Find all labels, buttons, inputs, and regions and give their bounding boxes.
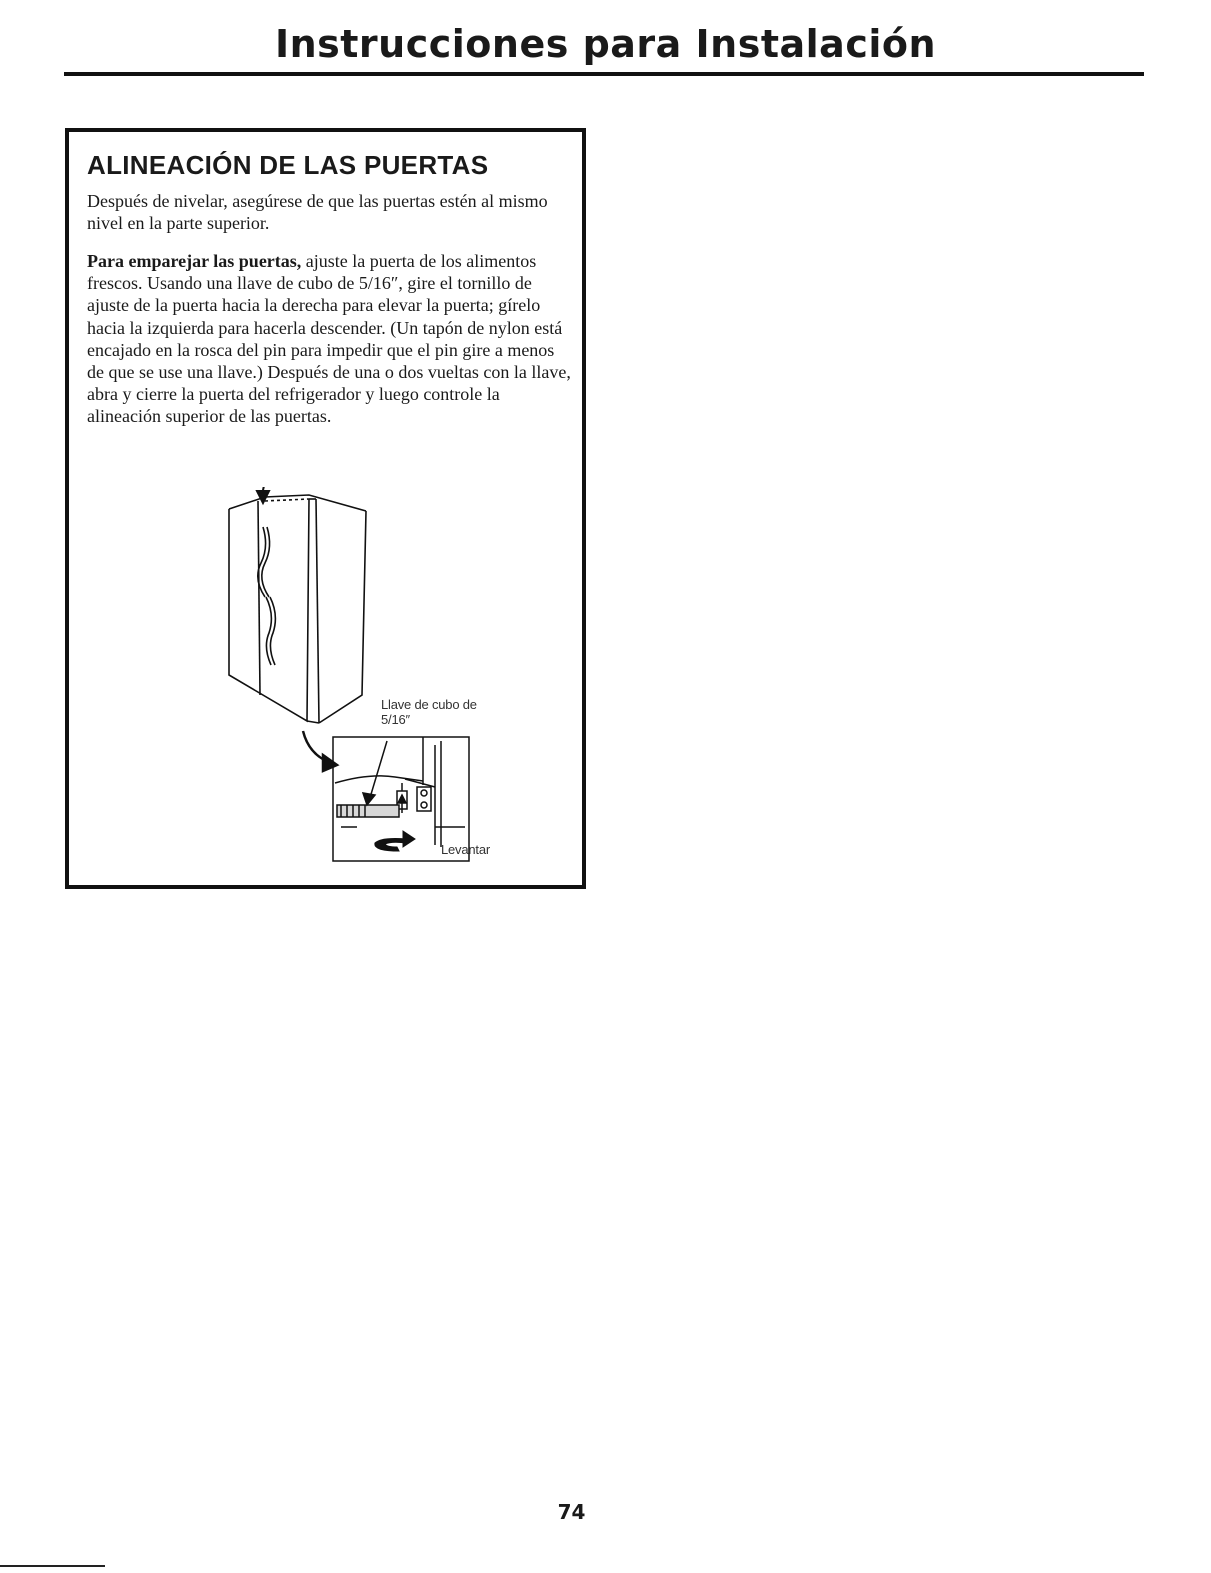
- section-heading: ALINEACIÓN DE LAS PUERTAS: [87, 150, 489, 180]
- instructions-lead: Para emparejar las puertas,: [87, 251, 302, 271]
- rotate-arrow-icon: [375, 831, 415, 851]
- door-alignment-section: [65, 128, 586, 889]
- door-alignment-illustration: [209, 487, 529, 867]
- refrigerator-icon: [229, 495, 366, 723]
- intro-paragraph: Después de nivelar, asegúrese de que las puertas estén al mismo nivel en la parte superior.: [87, 191, 548, 234]
- instructions-body: ajuste la puerta de los alimentos frescos. Usando una llave de cubo de 5/16″, gire el tornillo de ajuste de la puerta hacia la derecha para elevar la puerta; gírelo hacia la izquierda para hacerla descender. (Un tapón de nylon está encajado en la rosca del pin para impedir que el pin gire a menos de que se use una llave.) Después de una o dos vueltas con la llave, abra y cierre la puerta del refrigerador y luego controle la alineación superior de las puertas.: [87, 251, 571, 427]
- lift-label: Levantar: [441, 842, 490, 857]
- instructions-paragraph: [87, 250, 575, 428]
- page-title: Instrucciones para Instalación: [274, 22, 937, 66]
- wrench-label: Llave de cubo de 5/16″: [381, 697, 477, 727]
- refrigerator-drawing: [209, 487, 529, 867]
- scan-edge-line: [0, 1565, 105, 1567]
- title-rule: [64, 72, 1144, 76]
- detail-arrow-icon: [303, 731, 337, 771]
- top-arrow-icon: [257, 487, 271, 503]
- page-number: 74: [557, 1500, 586, 1524]
